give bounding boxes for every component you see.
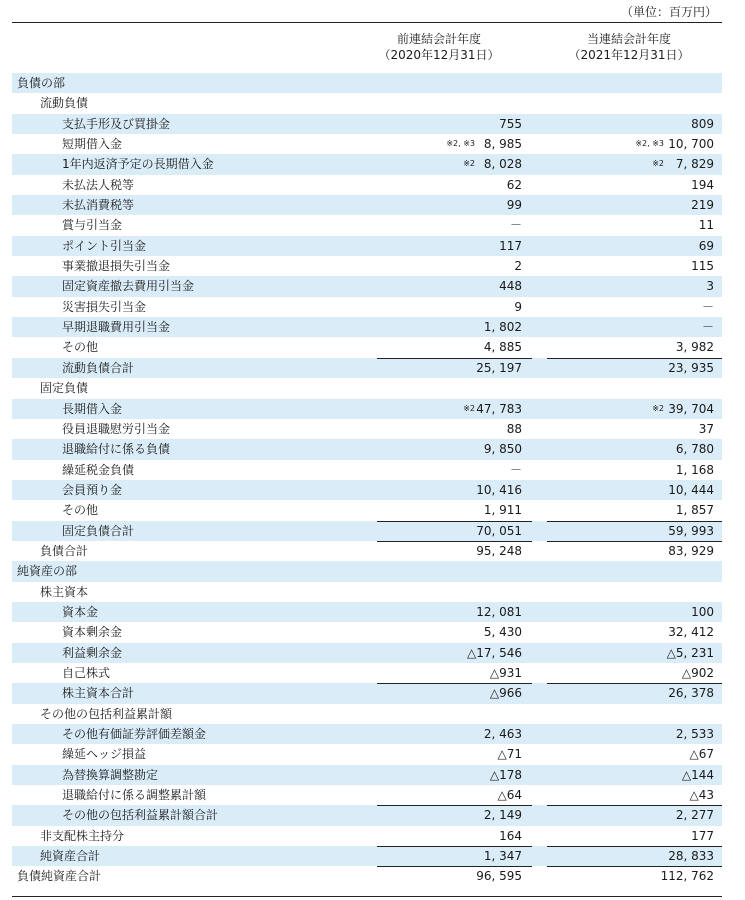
header-rule	[12, 22, 722, 23]
row-label: 退職給付に係る負債	[62, 442, 171, 457]
curr-year-value: 26, 378	[668, 683, 714, 703]
table-row	[12, 276, 722, 296]
prev-year-value: 9, 850	[483, 442, 522, 457]
curr-year-value: 83, 929	[668, 541, 714, 561]
prev-year-value: －	[509, 462, 522, 477]
curr-year-header	[544, 31, 714, 63]
row-label: その他の包括利益累計額	[40, 706, 173, 721]
curr-year-value: 28, 833	[668, 846, 714, 866]
prev-year-value: 5, 430	[483, 625, 522, 640]
prev-year-value: 12, 081	[476, 604, 522, 619]
row-label: 為替換算調整勘定	[62, 767, 159, 782]
prev-year-header	[354, 31, 524, 63]
table-row	[12, 195, 722, 215]
curr-note-ref: ※2	[652, 159, 664, 169]
prev-year-value: △64	[497, 788, 522, 803]
row-label: その他	[62, 503, 99, 518]
prev-year-value: 96, 595	[476, 866, 522, 886]
table-row	[12, 541, 722, 561]
row-label: 短期借入金	[62, 137, 123, 152]
curr-year-value: 23, 935	[668, 358, 714, 378]
row-label: 非支配株主持分	[40, 828, 125, 843]
table-row	[12, 317, 722, 337]
row-label: 支払手形及び買掛金	[62, 116, 171, 131]
curr-year-value: 39, 704	[668, 401, 714, 416]
prev-year-value: 2, 463	[483, 727, 522, 741]
table-row	[12, 399, 722, 419]
curr-year-value: 112, 762	[661, 866, 714, 886]
prev-year-value: 1, 347	[484, 846, 522, 866]
prev-year-value: 448	[499, 279, 522, 294]
unit-label: （単位：百万円）	[620, 5, 717, 19]
prev-year-value: 8, 028	[483, 157, 522, 172]
curr-year-value: 59, 993	[668, 521, 714, 541]
table-row	[12, 297, 722, 317]
row-label: その他有価証券評価差額金	[62, 727, 207, 741]
prev-year-value: 62	[506, 177, 522, 192]
curr-year-value: 194	[691, 177, 714, 192]
table-row	[12, 439, 722, 459]
row-label: 資本剰余金	[62, 625, 123, 640]
prev-year-title: 前連結会計年度	[396, 32, 481, 46]
prev-year-value: 2, 149	[484, 805, 522, 825]
row-label: 賞与引当金	[62, 218, 123, 233]
table-row	[12, 805, 722, 825]
table-row	[12, 154, 722, 174]
table-bottom-rule	[12, 896, 722, 897]
prev-year-value: 70, 051	[476, 521, 522, 541]
row-label: 純資産合計	[40, 849, 101, 864]
table-row	[12, 114, 722, 134]
table-row	[12, 846, 722, 866]
prev-note-ref: ※2	[463, 159, 475, 169]
table-row	[12, 521, 722, 541]
prev-year-value: △71	[497, 747, 522, 762]
table-row	[12, 73, 722, 93]
row-label: ポイント引当金	[62, 238, 147, 253]
table-row	[12, 93, 722, 113]
row-label: 災害損失引当金	[62, 299, 147, 314]
curr-year-value: 2, 533	[675, 727, 714, 741]
row-label: 1年内返済予定の長期借入金	[62, 157, 214, 172]
table-row	[12, 175, 722, 195]
curr-year-value: △144	[681, 767, 714, 782]
table-row	[12, 643, 722, 663]
curr-year-value: 219	[691, 198, 714, 213]
prev-year-value: 10, 416	[476, 482, 522, 497]
curr-year-date: （2021年12月31日）	[568, 48, 690, 62]
curr-year-value: 3	[706, 279, 714, 294]
curr-year-value: 177	[691, 828, 714, 843]
prev-year-value: 88	[506, 421, 522, 436]
prev-year-value: 755	[499, 116, 522, 131]
curr-year-value: 6, 780	[675, 442, 714, 457]
table-row	[12, 582, 722, 602]
curr-year-value: △67	[689, 747, 714, 762]
table-row	[12, 256, 722, 276]
curr-year-value: 7, 829	[675, 157, 714, 172]
row-label: その他	[62, 340, 99, 355]
row-label: 未払法人税等	[62, 177, 135, 192]
row-label: 自己株式	[62, 665, 111, 680]
table-row	[12, 683, 722, 703]
table-row	[12, 337, 722, 357]
row-label: 役員退職慰労引当金	[62, 421, 171, 436]
curr-year-value: 32, 412	[668, 625, 714, 640]
prev-note-ref: ※2, ※3	[446, 139, 475, 149]
curr-year-value: △43	[689, 788, 714, 803]
table-row	[12, 358, 722, 378]
table-row	[12, 622, 722, 642]
prev-year-value: 95, 248	[476, 541, 522, 561]
table-row	[12, 866, 722, 886]
table-row	[12, 744, 722, 764]
prev-year-value: △931	[489, 665, 522, 680]
prev-year-date: （2020年12月31日）	[378, 48, 500, 62]
curr-year-value: 2, 277	[676, 805, 714, 825]
table-row	[12, 460, 722, 480]
curr-year-value: 100	[691, 604, 714, 619]
curr-year-value: －	[701, 320, 714, 335]
table-row	[12, 826, 722, 846]
curr-note-ref: ※2, ※3	[635, 139, 664, 149]
prev-year-value: 99	[506, 198, 522, 213]
prev-year-value: 4, 885	[483, 340, 522, 355]
prev-year-value: 8, 985	[483, 137, 522, 152]
prev-note-ref: ※2	[463, 403, 475, 413]
table-row	[12, 500, 722, 520]
table-row	[12, 480, 722, 500]
row-label: 固定負債	[40, 381, 89, 396]
prev-year-value: △17, 546	[466, 645, 522, 660]
table-row	[12, 134, 722, 154]
curr-year-value: 37	[698, 421, 714, 436]
prev-year-value: 47, 783	[476, 401, 522, 416]
row-label: 流動負債合計	[62, 360, 135, 375]
prev-year-value: 25, 197	[476, 358, 522, 378]
row-label: 事業撤退損失引当金	[62, 259, 171, 274]
table-row	[12, 602, 722, 622]
row-label: 固定資産撤去費用引当金	[62, 279, 195, 294]
curr-year-value: △5, 231	[666, 645, 714, 660]
row-label: 流動負債	[40, 96, 89, 111]
curr-year-value: 809	[691, 116, 714, 131]
curr-year-value: △902	[681, 665, 714, 680]
table-row	[12, 419, 722, 439]
curr-year-value: 10, 700	[668, 137, 714, 152]
curr-year-value: 11	[698, 218, 714, 233]
prev-year-value: －	[509, 218, 522, 233]
table-row	[12, 785, 722, 805]
table-row	[12, 561, 722, 581]
row-label: 固定負債合計	[62, 523, 135, 538]
row-label: 繰延ヘッジ損益	[62, 747, 147, 762]
prev-year-value: △178	[489, 767, 522, 782]
row-label: 長期借入金	[62, 401, 123, 416]
liabilities-net-assets-table	[12, 73, 722, 887]
prev-year-value: 1, 802	[483, 320, 522, 335]
row-label: 繰延税金負債	[62, 462, 135, 477]
row-label: 株主資本合計	[62, 686, 135, 701]
curr-year-value: 69	[698, 238, 714, 253]
prev-year-value: △966	[490, 683, 522, 703]
curr-year-value: 1, 857	[675, 503, 714, 518]
table-row	[12, 663, 722, 683]
curr-year-value: 10, 444	[668, 482, 714, 497]
prev-year-value: 1, 911	[483, 503, 522, 518]
table-row	[12, 765, 722, 785]
prev-year-value: 117	[499, 238, 522, 253]
row-label: 負債純資産合計	[17, 869, 102, 884]
prev-year-value: 2	[514, 259, 522, 274]
row-label: 資本金	[62, 604, 99, 619]
curr-year-value: －	[701, 299, 714, 314]
prev-year-value: 164	[499, 828, 522, 843]
row-label: 利益剰余金	[62, 645, 123, 660]
row-label: 退職給付に係る調整累計額	[62, 788, 207, 803]
table-row	[12, 215, 722, 235]
row-label: その他の包括利益累計額合計	[62, 808, 219, 823]
prev-year-value: 9	[514, 299, 522, 314]
row-label: 負債の部	[17, 76, 66, 90]
table-row	[12, 378, 722, 398]
table-row	[12, 704, 722, 724]
table-row	[12, 724, 722, 744]
row-label: 早期退職費用引当金	[62, 320, 171, 335]
curr-year-value: 3, 982	[675, 340, 714, 355]
curr-note-ref: ※2	[652, 403, 664, 413]
row-label: 株主資本	[40, 584, 89, 599]
row-label: 会員預り金	[62, 482, 123, 497]
table-row	[12, 236, 722, 256]
curr-year-value: 115	[691, 259, 714, 274]
curr-year-value: 1, 168	[675, 462, 714, 477]
row-label: 未払消費税等	[62, 198, 135, 213]
row-label: 純資産の部	[17, 564, 78, 579]
row-label: 負債合計	[40, 543, 89, 558]
curr-year-title: 当連結会計年度	[586, 32, 671, 46]
